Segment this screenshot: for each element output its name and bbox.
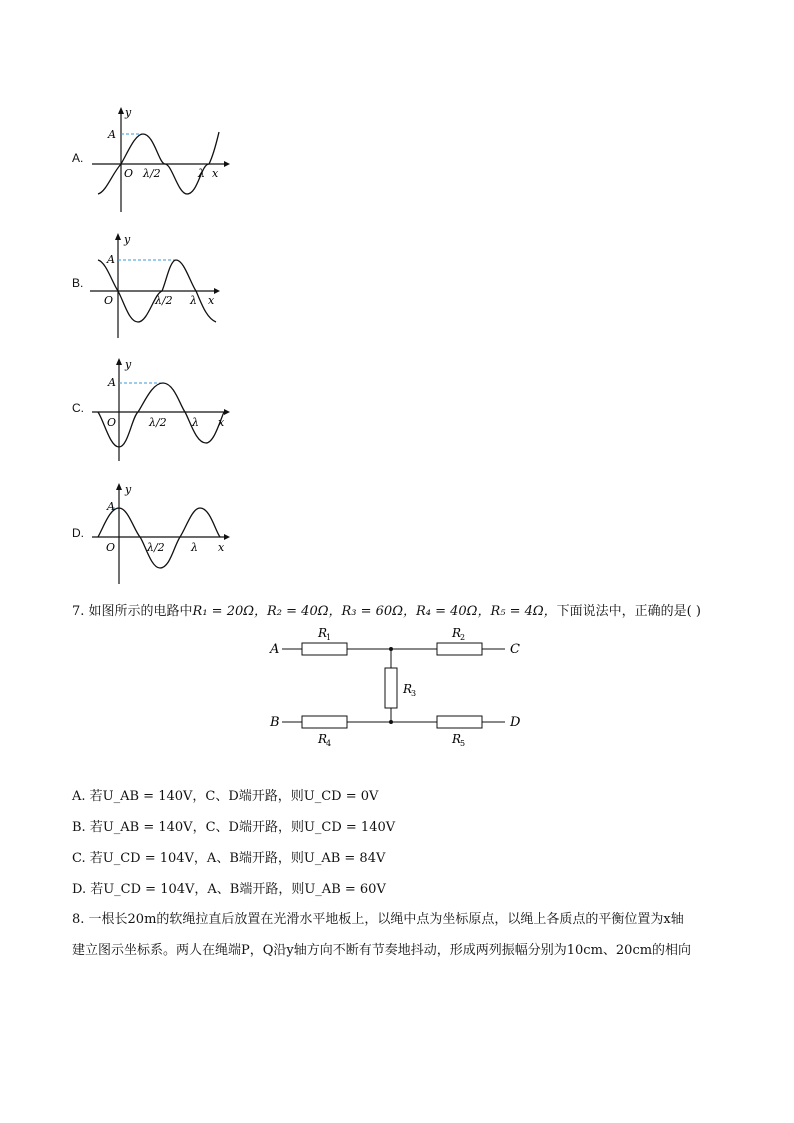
option-a-label: A. <box>72 151 84 165</box>
terminal-b-label: B <box>270 715 280 730</box>
question-8-line-1: 8. 一根长20m的软绳拉直后放置在光滑水平地板上，以绳中点为坐标原点，以绳上各质点的平衡位置为x轴 <box>72 912 684 927</box>
choice-b: B. 若U_AB = 140V，C、D端开路，则U_CD = 140V <box>72 820 396 835</box>
graph-b <box>88 230 238 340</box>
graph-c <box>88 355 238 465</box>
choice-d: D. 若U_CD = 104V，A、B端开路，则U_AB = 60V <box>72 882 386 897</box>
question-8-line-2: 建立图示坐标系。两人在绳端P，Q沿y轴方向不断有节奏地抖动，形成两列振幅分别为10cm、20cm的相向 <box>72 943 692 958</box>
half-wavelength-label: λ/2 <box>147 541 165 554</box>
question-7-prefix: 7. 如图所示的电路中 <box>72 604 193 619</box>
r1-subscript: 1 <box>326 633 332 642</box>
half-wavelength-label: λ/2 <box>149 416 167 429</box>
terminal-c-label: C <box>510 642 520 657</box>
r3-subscript: 3 <box>411 689 417 698</box>
wavelength-label: λ <box>192 416 199 429</box>
y-axis-label: y <box>125 483 132 496</box>
x-axis-label: x <box>208 294 215 307</box>
option-b-label: B. <box>72 276 84 290</box>
half-wavelength-label: λ/2 <box>143 167 161 180</box>
amplitude-label: A <box>107 500 115 513</box>
r4-subscript: 4 <box>326 739 332 748</box>
x-axis-label: x <box>218 541 225 554</box>
choice-a: A. 若U_AB = 140V，C、D端开路，则U_CD = 0V <box>72 789 379 804</box>
amplitude-label: A <box>108 128 116 141</box>
question-7-suffix: 下面说法中，正确的是( ) <box>556 604 701 619</box>
option-c-label: C. <box>72 401 84 415</box>
wavelength-label: λ <box>198 167 205 180</box>
y-axis-label: y <box>124 233 131 246</box>
question-7-values: R₁ = 20Ω，R₂ = 40Ω，R₃ = 60Ω，R₄ = 40Ω，R₅ = 4Ω， <box>192 604 557 619</box>
r4-label: R <box>318 732 328 746</box>
graph-a <box>88 104 238 214</box>
y-axis-label: y <box>125 106 132 119</box>
terminal-d-label: D <box>510 715 521 730</box>
x-axis-label: x <box>218 416 225 429</box>
r3-label: R <box>403 682 413 696</box>
amplitude-label: A <box>108 376 116 389</box>
r2-subscript: 2 <box>460 633 466 642</box>
y-axis-label: y <box>125 358 132 371</box>
origin-label: O <box>124 167 134 180</box>
origin-label: O <box>104 294 114 307</box>
circuit-diagram <box>262 618 532 758</box>
amplitude-label: A <box>107 253 115 266</box>
graph-d <box>88 480 238 590</box>
option-d-label: D. <box>72 526 84 540</box>
origin-label: O <box>106 541 116 554</box>
origin-label: O <box>107 416 117 429</box>
x-axis-label: x <box>212 167 219 180</box>
half-wavelength-label: λ/2 <box>155 294 173 307</box>
r5-label: R <box>452 732 462 746</box>
r2-label: R <box>452 626 462 640</box>
wavelength-label: λ <box>190 294 197 307</box>
wavelength-label: λ <box>191 541 198 554</box>
r5-subscript: 5 <box>460 739 466 748</box>
choice-c: C. 若U_CD = 104V，A、B端开路，则U_AB = 84V <box>72 851 386 866</box>
r1-label: R <box>318 626 328 640</box>
terminal-a-label: A <box>270 642 280 657</box>
